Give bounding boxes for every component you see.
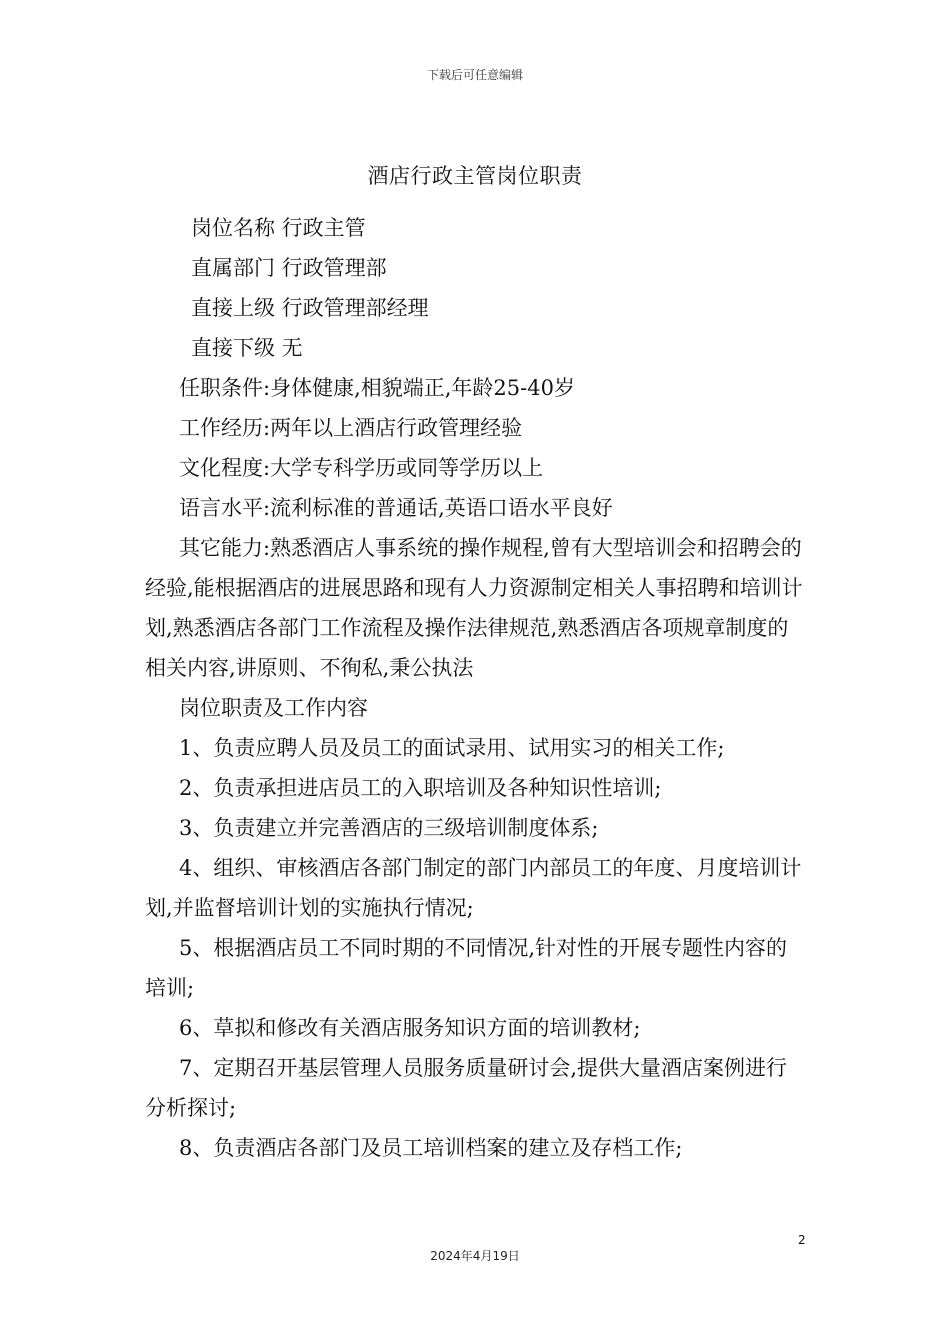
document-body <box>145 208 805 1168</box>
duty-item: 2、负责承担进店员工的入职培训及各种知识性培训; <box>179 776 662 800</box>
document-title: 酒店行政主管岗位职责 <box>367 164 583 188</box>
other-ability-paragraph: 其它能力:熟悉酒店人事系统的操作规程,曾有大型培训会和招聘会的经验,能根据酒店的进展思路和现有人力资源制定相关人事招聘和培训计划,熟悉酒店各部门工作流程及操作法律规范,熟悉酒店各项规章制度的相关内容,讲原则、不徇私,秉公执法 <box>145 536 803 680</box>
duty-item: 4、组织、审核酒店各部门制定的部门内部员工的年度、月度培训计划,并监督培训计划的实施执行情况; <box>145 856 802 920</box>
duty-item: 6、草拟和修改有关酒店服务知识方面的培训教材; <box>179 1016 641 1040</box>
department-field: 直属部门 行政管理部 <box>191 256 387 280</box>
duty-item: 7、定期召开基层管理人员服务质量研讨会,提供大量酒店案例进行分析探讨; <box>145 1056 788 1120</box>
language-paragraph: 语言水平:流利标准的普通话,英语口语水平良好 <box>179 496 613 520</box>
position-name-field: 岗位名称 行政主管 <box>191 216 366 240</box>
superior-field: 直接上级 行政管理部经理 <box>191 296 429 320</box>
duty-item: 1、负责应聘人员及员工的面试录用、试用实习的相关工作; <box>179 736 725 760</box>
header-note: 下载后可任意编辑 <box>426 68 523 82</box>
subordinate-field: 直接下级 无 <box>191 336 303 360</box>
education-paragraph: 文化程度:大学专科学历或同等学历以上 <box>179 456 544 480</box>
conditions-paragraph: 任职条件:身体健康,相貌端正,年龄25-40岁 <box>179 376 575 400</box>
footer-date: 2024年4月19日 <box>430 1249 520 1263</box>
duty-item: 8、负责酒店各部门及员工培训档案的建立及存档工作; <box>179 1136 683 1160</box>
page-number: 2 <box>798 1233 806 1247</box>
duties-heading: 岗位职责及工作内容 <box>179 696 368 720</box>
experience-paragraph: 工作经历:两年以上酒店行政管理经验 <box>179 416 523 440</box>
duty-item: 5、根据酒店员工不同时期的不同情况,针对性的开展专题性内容的培训; <box>145 936 788 1000</box>
duty-item: 3、负责建立并完善酒店的三级培训制度体系; <box>179 816 599 840</box>
